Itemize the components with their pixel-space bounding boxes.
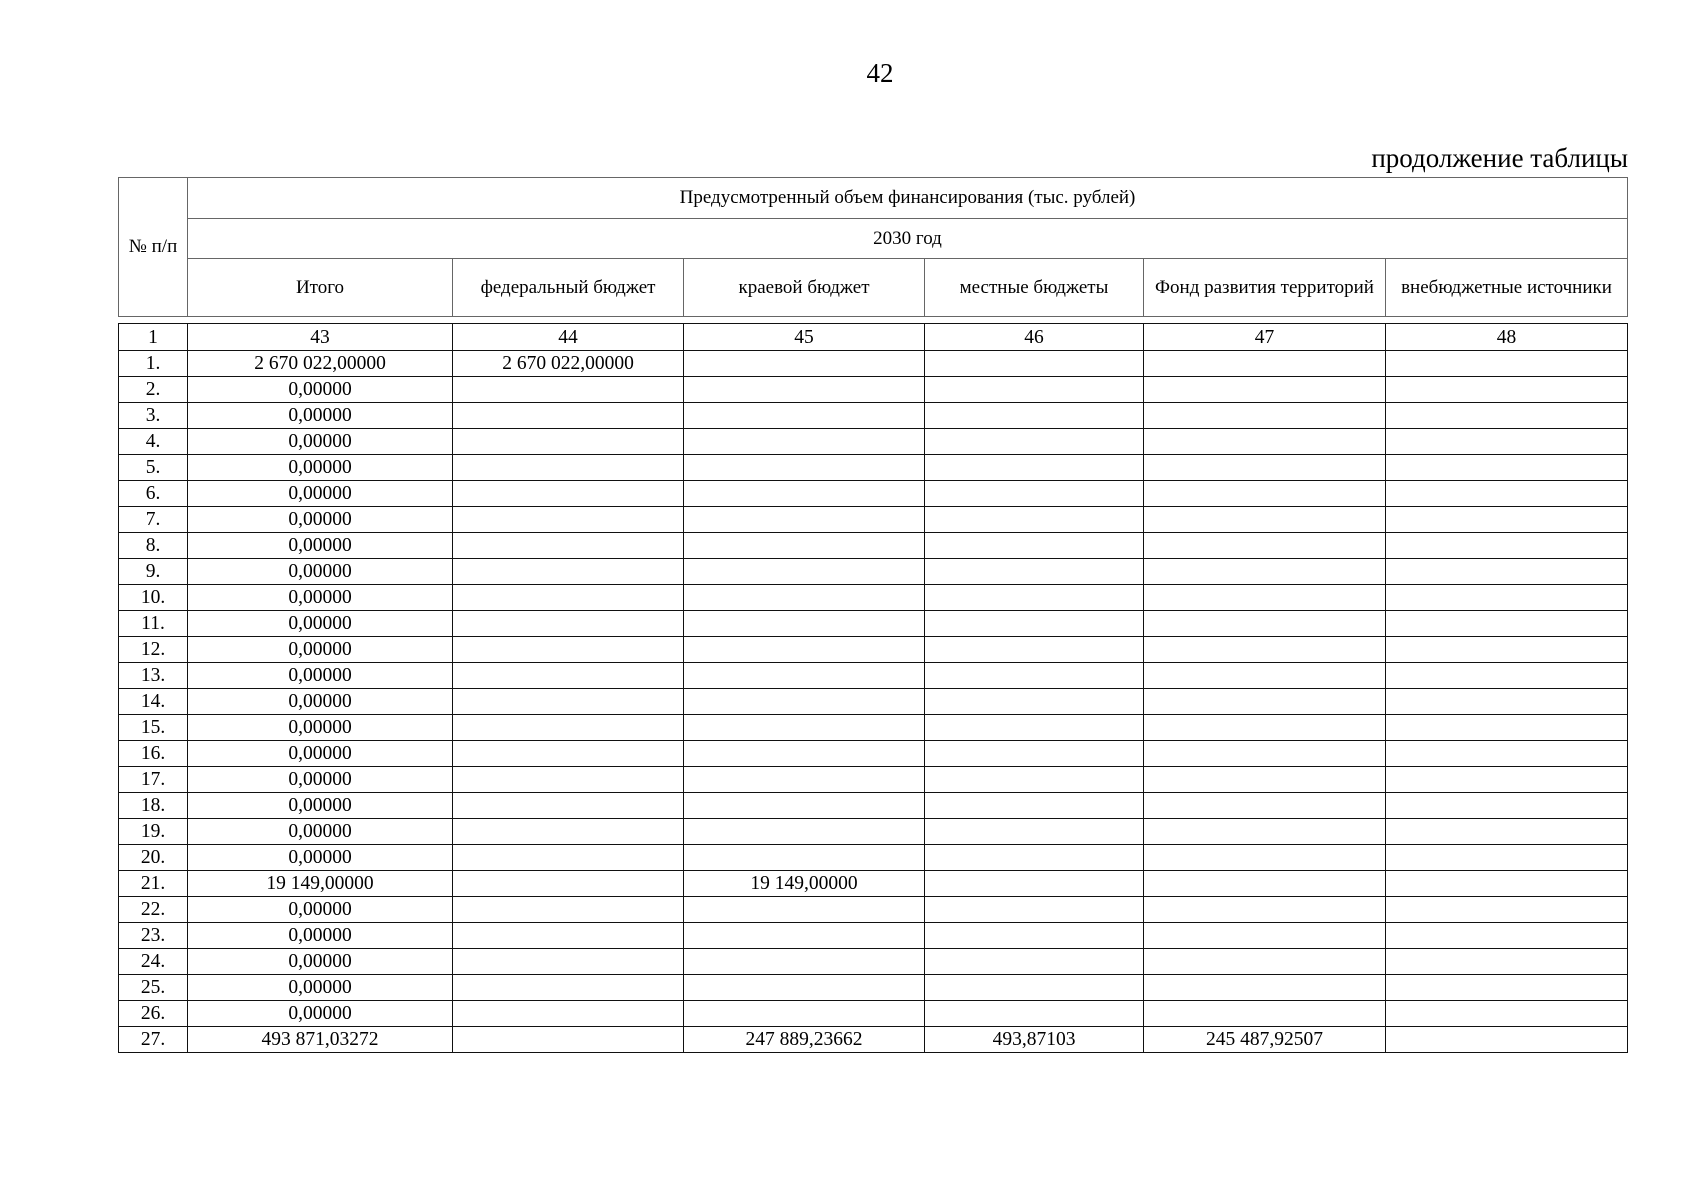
cell-offbudget [1386,793,1628,819]
cell-federal [453,585,684,611]
row-number: 15. [119,715,188,741]
row-number: 1. [119,351,188,377]
row-number: 8. [119,533,188,559]
row-number: 13. [119,663,188,689]
cell-local [925,351,1144,377]
column-number: 47 [1144,324,1386,351]
cell-local [925,507,1144,533]
row-number: 3. [119,403,188,429]
cell-total: 0,00000 [188,403,453,429]
cell-total: 0,00000 [188,1001,453,1027]
cell-offbudget [1386,819,1628,845]
table-row [119,637,1628,663]
cell-offbudget [1386,377,1628,403]
cell-regional [684,663,925,689]
table-row [119,715,1628,741]
row-number: 7. [119,507,188,533]
cell-total: 0,00000 [188,585,453,611]
cell-regional [684,949,925,975]
cell-local [925,455,1144,481]
table-row [119,845,1628,871]
year-header: 2030 год [188,219,1628,259]
cell-fund [1144,351,1386,377]
col-header-offbudget: внебюджетные источники [1386,259,1628,317]
cell-regional: 247 889,23662 [684,1027,925,1053]
cell-federal: 2 670 022,00000 [453,351,684,377]
cell-federal [453,897,684,923]
table-row [119,455,1628,481]
column-numbers-row [119,324,1628,351]
cell-total: 0,00000 [188,767,453,793]
row-number: 24. [119,949,188,975]
cell-fund [1144,845,1386,871]
cell-total: 2 670 022,00000 [188,351,453,377]
cell-offbudget [1386,689,1628,715]
table-header [118,177,1628,317]
cell-fund [1144,793,1386,819]
cell-total: 0,00000 [188,377,453,403]
cell-local [925,533,1144,559]
cell-fund: 245 487,92507 [1144,1027,1386,1053]
cell-local [925,559,1144,585]
cell-federal [453,923,684,949]
cell-local [925,819,1144,845]
cell-regional [684,793,925,819]
row-number: 14. [119,689,188,715]
cell-offbudget [1386,1001,1628,1027]
cell-federal [453,975,684,1001]
cell-regional [684,923,925,949]
table-row [119,767,1628,793]
cell-offbudget [1386,871,1628,897]
cell-regional [684,377,925,403]
cell-regional [684,845,925,871]
cell-regional [684,507,925,533]
col-header-local: местные бюджеты [925,259,1144,317]
cell-regional [684,637,925,663]
cell-fund [1144,949,1386,975]
row-number: 5. [119,455,188,481]
cell-local [925,949,1144,975]
cell-regional [684,611,925,637]
cell-federal [453,377,684,403]
cell-fund [1144,819,1386,845]
cell-total: 0,00000 [188,897,453,923]
cell-federal [453,663,684,689]
cell-total: 0,00000 [188,533,453,559]
table-row [119,793,1628,819]
row-number: 27. [119,1027,188,1053]
cell-total: 0,00000 [188,663,453,689]
cell-total: 0,00000 [188,819,453,845]
cell-fund [1144,637,1386,663]
table-row [119,897,1628,923]
cell-total: 0,00000 [188,507,453,533]
cell-federal [453,559,684,585]
cell-local: 493,87103 [925,1027,1144,1053]
cell-offbudget [1386,975,1628,1001]
row-number: 23. [119,923,188,949]
row-number: 18. [119,793,188,819]
cell-local [925,481,1144,507]
cell-local [925,767,1144,793]
table-row [119,663,1628,689]
row-number: 2. [119,377,188,403]
cell-local [925,663,1144,689]
cell-total: 19 149,00000 [188,871,453,897]
cell-fund [1144,403,1386,429]
table-row [119,507,1628,533]
cell-regional [684,481,925,507]
cell-regional [684,819,925,845]
cell-offbudget [1386,455,1628,481]
cell-total: 493 871,03272 [188,1027,453,1053]
data-table [118,323,1628,1053]
cell-total: 0,00000 [188,975,453,1001]
cell-regional [684,585,925,611]
cell-fund [1144,533,1386,559]
cell-offbudget [1386,663,1628,689]
cell-total: 0,00000 [188,611,453,637]
cell-local [925,637,1144,663]
row-number: 4. [119,429,188,455]
table-row [119,741,1628,767]
cell-offbudget [1386,403,1628,429]
table-row [119,533,1628,559]
row-number: 20. [119,845,188,871]
cell-fund [1144,559,1386,585]
cell-local [925,377,1144,403]
cell-federal [453,871,684,897]
cell-fund [1144,741,1386,767]
cell-total: 0,00000 [188,845,453,871]
cell-regional [684,741,925,767]
cell-fund [1144,975,1386,1001]
cell-federal [453,507,684,533]
table-row [119,975,1628,1001]
col-header-federal: федеральный бюджет [453,259,684,317]
cell-federal [453,1027,684,1053]
funding-title: Предусмотренный объем финансирования (тыс. рублей) [188,178,1628,219]
table-row [119,1027,1628,1053]
cell-local [925,715,1144,741]
cell-local [925,429,1144,455]
cell-local [925,975,1144,1001]
cell-local [925,923,1144,949]
cell-offbudget [1386,715,1628,741]
cell-fund [1144,507,1386,533]
row-number: 12. [119,637,188,663]
cell-local [925,897,1144,923]
cell-federal [453,845,684,871]
table-row [119,611,1628,637]
table-row [119,403,1628,429]
table-row [119,689,1628,715]
row-number: 17. [119,767,188,793]
row-number: 21. [119,871,188,897]
cell-total: 0,00000 [188,689,453,715]
table-row [119,585,1628,611]
row-number: 22. [119,897,188,923]
cell-federal [453,767,684,793]
cell-total: 0,00000 [188,637,453,663]
cell-total: 0,00000 [188,455,453,481]
cell-fund [1144,897,1386,923]
table-row [119,351,1628,377]
num-column-header: № п/п [119,178,188,317]
cell-offbudget [1386,845,1628,871]
table-row [119,923,1628,949]
table-row [119,871,1628,897]
cell-regional: 19 149,00000 [684,871,925,897]
cell-total: 0,00000 [188,741,453,767]
cell-fund [1144,481,1386,507]
cell-fund [1144,715,1386,741]
column-number: 44 [453,324,684,351]
cell-federal [453,819,684,845]
cell-federal [453,689,684,715]
cell-local [925,845,1144,871]
cell-federal [453,533,684,559]
column-number: 46 [925,324,1144,351]
cell-offbudget [1386,351,1628,377]
cell-local [925,403,1144,429]
cell-offbudget [1386,923,1628,949]
col-header-regional: краевой бюджет [684,259,925,317]
cell-regional [684,767,925,793]
cell-total: 0,00000 [188,923,453,949]
cell-fund [1144,455,1386,481]
cell-federal [453,949,684,975]
cell-offbudget [1386,741,1628,767]
cell-offbudget [1386,637,1628,663]
cell-local [925,793,1144,819]
row-number: 19. [119,819,188,845]
cell-federal [453,793,684,819]
cell-offbudget [1386,481,1628,507]
cell-federal [453,481,684,507]
cell-regional [684,559,925,585]
cell-federal [453,1001,684,1027]
cell-offbudget [1386,1027,1628,1053]
table-row [119,559,1628,585]
row-number: 25. [119,975,188,1001]
cell-regional [684,351,925,377]
row-number: 9. [119,559,188,585]
cell-regional [684,715,925,741]
cell-local [925,871,1144,897]
cell-local [925,689,1144,715]
row-number: 11. [119,611,188,637]
cell-fund [1144,923,1386,949]
cell-total: 0,00000 [188,715,453,741]
cell-fund [1144,689,1386,715]
cell-federal [453,403,684,429]
cell-federal [453,637,684,663]
cell-regional [684,975,925,1001]
page-number: 42 [866,58,894,88]
cell-fund [1144,585,1386,611]
cell-local [925,585,1144,611]
cell-federal [453,741,684,767]
table-row [119,819,1628,845]
cell-offbudget [1386,429,1628,455]
cell-regional [684,533,925,559]
cell-regional [684,897,925,923]
cell-federal [453,715,684,741]
cell-fund [1144,767,1386,793]
table-row [119,1001,1628,1027]
cell-federal [453,611,684,637]
cell-total: 0,00000 [188,559,453,585]
cell-federal [453,455,684,481]
cell-fund [1144,429,1386,455]
table-row [119,429,1628,455]
cell-fund [1144,1001,1386,1027]
column-number: 43 [188,324,453,351]
cell-total: 0,00000 [188,949,453,975]
row-number: 16. [119,741,188,767]
table-row [119,481,1628,507]
cell-offbudget [1386,767,1628,793]
table-row [119,377,1628,403]
cell-local [925,741,1144,767]
cell-offbudget [1386,611,1628,637]
cell-offbudget [1386,949,1628,975]
cell-total: 0,00000 [188,793,453,819]
column-number: 1 [119,324,188,351]
cell-offbudget [1386,897,1628,923]
cell-offbudget [1386,507,1628,533]
cell-offbudget [1386,585,1628,611]
col-header-fund: Фонд развития территорий [1144,259,1386,317]
cell-federal [453,429,684,455]
column-number: 48 [1386,324,1628,351]
row-number: 6. [119,481,188,507]
cell-regional [684,403,925,429]
cell-local [925,1001,1144,1027]
cell-regional [684,429,925,455]
row-number: 10. [119,585,188,611]
cell-local [925,611,1144,637]
col-header-total: Итого [188,259,453,317]
row-number: 26. [119,1001,188,1027]
cell-fund [1144,871,1386,897]
cell-fund [1144,611,1386,637]
continuation-label: продолжение таблицы [1371,143,1628,173]
cell-regional [684,1001,925,1027]
cell-fund [1144,663,1386,689]
cell-regional [684,689,925,715]
table-row [119,949,1628,975]
column-number: 45 [684,324,925,351]
cell-total: 0,00000 [188,429,453,455]
cell-offbudget [1386,533,1628,559]
cell-offbudget [1386,559,1628,585]
cell-fund [1144,377,1386,403]
cell-total: 0,00000 [188,481,453,507]
cell-regional [684,455,925,481]
